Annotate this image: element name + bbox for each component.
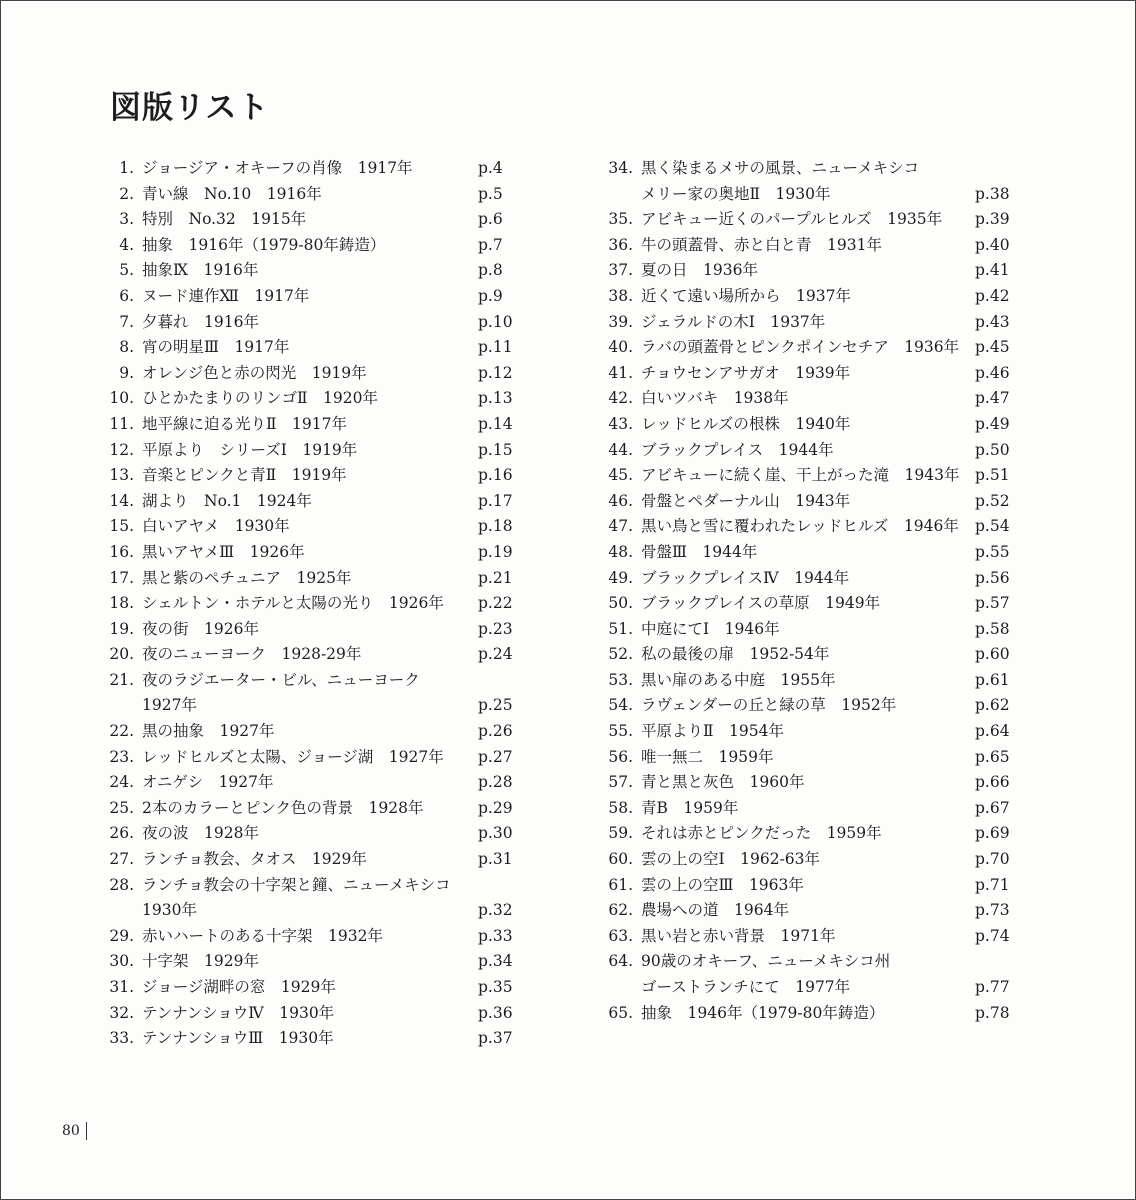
plate-title: 黒く染まるメサの風景、ニューメキシコ	[641, 159, 920, 177]
list-item	[605, 438, 1035, 464]
page-reference: p.77	[975, 978, 1010, 996]
list-item	[605, 361, 1035, 387]
page-reference: p.26	[478, 722, 513, 741]
plate-title: 私の最後の扉 1952-54年	[641, 645, 830, 664]
plate-number: 24.	[109, 773, 134, 792]
page-reference: p.19	[478, 542, 513, 561]
plate-title: 青B 1959年	[641, 798, 739, 817]
plate-number: 46.	[608, 491, 633, 510]
page-reference: p.49	[975, 414, 1010, 433]
plate-number: 13.	[109, 466, 134, 485]
page-reference: p.65	[975, 747, 1010, 766]
plate-title: 宵の明星Ⅲ 1917年	[142, 338, 290, 357]
page-reference: p.73	[975, 901, 1010, 920]
page-reference: p.9	[478, 286, 503, 305]
plate-title: 夜の街 1926年	[142, 619, 259, 638]
plate-number: 53.	[608, 670, 633, 689]
list-item	[108, 1001, 538, 1027]
plate-number: 48.	[608, 542, 633, 561]
list-item	[605, 310, 1035, 336]
plate-title: ラヴェンダーの丘と緑の草 1952年	[641, 696, 897, 715]
plate-number: 6.	[119, 286, 134, 305]
plate-title: 黒い扉のある中庭 1955年	[641, 670, 836, 689]
page-reference: p.55	[975, 542, 1010, 561]
plate-number: 45.	[608, 466, 633, 485]
list-item	[605, 796, 1035, 822]
plate-number: 8.	[119, 338, 134, 357]
plate-number: 59.	[608, 824, 633, 843]
plate-number: 63.	[608, 926, 633, 945]
page-reference: p.10	[478, 312, 513, 331]
plate-title: 十字架 1929年	[142, 952, 259, 971]
list-item	[605, 668, 1035, 694]
plate-title: テンナンショウⅢ 1930年	[142, 1029, 334, 1048]
plate-number: 34.	[608, 159, 633, 177]
plate-number: 42.	[608, 389, 633, 408]
plate-title: 白いアヤメ 1930年	[142, 517, 290, 536]
plate-title: 黒い鳥と雪に覆われたレッドヒルズ 1946年	[641, 517, 959, 536]
list-item	[605, 207, 1035, 233]
page-reference: p.6	[478, 210, 503, 229]
list-item	[108, 412, 538, 438]
list-item	[108, 310, 538, 336]
page-reference: p.70	[975, 850, 1010, 869]
plate-title: 夜の波 1928年	[142, 824, 259, 843]
plate-number: 51.	[608, 619, 633, 638]
list-item	[605, 463, 1035, 489]
plate-title: 白いツバキ 1938年	[641, 389, 789, 408]
list-item	[605, 924, 1035, 950]
list-item	[605, 873, 1035, 899]
plate-title: オレンジ色と赤の閃光 1919年	[142, 363, 367, 382]
plate-number: 49.	[608, 568, 633, 587]
list-item	[605, 156, 1035, 207]
plate-title: チョウセンアサガオ 1939年	[641, 363, 851, 382]
plate-number: 2.	[119, 184, 134, 203]
plate-title: ラバの頭蓋骨とピンクポインセチア 1936年	[641, 338, 959, 357]
page-reference: p.47	[975, 389, 1010, 408]
plate-number: 4.	[119, 235, 134, 254]
list-item	[605, 693, 1035, 719]
plate-title: ジェラルドの木Ⅰ 1937年	[641, 312, 826, 331]
plate-number: 55.	[608, 722, 633, 741]
page-reference: p.16	[478, 466, 513, 485]
plate-number: 25.	[109, 798, 134, 817]
list-item	[605, 1001, 1035, 1027]
list-item	[108, 770, 538, 796]
page-reference: p.36	[478, 1003, 513, 1022]
page-reference: p.14	[478, 414, 513, 433]
page-reference: p.24	[478, 645, 513, 664]
list-item	[605, 335, 1035, 361]
page-reference: p.31	[478, 850, 513, 869]
plate-number: 15.	[109, 517, 134, 536]
list-item	[108, 745, 538, 771]
plate-title: レッドヒルズと太陽、ジョージ湖 1927年	[142, 747, 444, 766]
plate-number: 65.	[608, 1003, 633, 1022]
plate-title: 平原よりⅡ 1954年	[641, 722, 784, 741]
list-item	[605, 489, 1035, 515]
plate-title: 骨盤とペダーナル山 1943年	[641, 491, 851, 510]
page-reference: p.45	[975, 338, 1010, 357]
list-item	[605, 540, 1035, 566]
plate-number: 64.	[608, 952, 633, 971]
plate-number: 58.	[608, 798, 633, 817]
plate-number: 52.	[608, 645, 633, 664]
list-item	[605, 821, 1035, 847]
plate-number: 7.	[119, 312, 134, 331]
plate-title: 近くて遠い場所から 1937年	[641, 286, 851, 305]
list-item	[108, 156, 538, 182]
plate-number: 20.	[109, 645, 134, 664]
plate-number: 32.	[109, 1003, 134, 1022]
list-item	[108, 258, 538, 284]
page-reference: p.13	[478, 389, 513, 408]
plate-number: 40.	[608, 338, 633, 357]
plate-title: 抽象Ⅸ 1916年	[142, 261, 259, 280]
list-item	[605, 847, 1035, 873]
list-item	[605, 566, 1035, 592]
plate-title: ブラックプレイスⅣ 1944年	[641, 568, 850, 587]
plate-number: 41.	[608, 363, 633, 382]
list-item	[605, 284, 1035, 310]
page-reference: p.5	[478, 184, 503, 203]
plate-number: 31.	[109, 978, 134, 996]
list-item	[108, 873, 538, 924]
list-item	[108, 591, 538, 617]
page-reference: p.50	[975, 440, 1010, 459]
list-item	[108, 975, 538, 1001]
plate-title: ブラックプレイス 1944年	[641, 440, 834, 459]
page-reference: p.69	[975, 824, 1010, 843]
list-item	[108, 719, 538, 745]
page-reference: p.62	[975, 696, 1010, 715]
plate-number: 27.	[109, 850, 134, 869]
plate-title-continued: 1930年	[142, 901, 197, 920]
plate-number: 61.	[608, 875, 633, 894]
plate-title: 夏の日 1936年	[641, 261, 758, 280]
plate-list-right	[605, 156, 1035, 1026]
plate-number: 11.	[109, 414, 134, 433]
page-reference: p.46	[975, 363, 1010, 382]
page-reference: p.29	[478, 798, 513, 817]
plate-title: 抽象 1946年（1979-80年鋳造）	[641, 1003, 885, 1022]
plate-title: 90歳のオキーフ、ニューメキシコ州	[641, 952, 891, 971]
plate-title: ジョージ湖畔の窓 1929年	[142, 978, 336, 996]
list-item	[108, 949, 538, 975]
plate-title: 夜のラジエーター・ビル、ニューヨーク	[142, 670, 420, 689]
list-item	[108, 540, 538, 566]
page-reference: p.57	[975, 594, 1010, 613]
page-reference: p.15	[478, 440, 513, 459]
plate-title: 黒いアヤメⅢ 1926年	[142, 542, 305, 561]
list-item	[605, 412, 1035, 438]
page-reference: p.78	[975, 1003, 1010, 1022]
plate-title: 黒い岩と赤い背景 1971年	[641, 926, 836, 945]
plate-number: 23.	[109, 747, 134, 766]
list-item	[108, 821, 538, 847]
plate-number: 18.	[109, 594, 134, 613]
list-item	[605, 258, 1035, 284]
page-reference: p.43	[975, 312, 1010, 331]
page-reference: p.23	[478, 619, 513, 638]
list-item	[108, 924, 538, 950]
plate-title: 唯一無二 1959年	[641, 747, 774, 766]
plate-title: 農場への道 1964年	[641, 901, 789, 920]
plate-number: 36.	[608, 235, 633, 254]
plate-number: 62.	[608, 901, 633, 920]
plate-title: ブラックプレイスの草原 1949年	[641, 594, 881, 613]
list-item	[108, 489, 538, 515]
plate-title: ひとかたまりのリンゴⅡ 1920年	[142, 389, 378, 408]
plate-title: 夕暮れ 1916年	[142, 312, 259, 331]
page-reference: p.25	[478, 696, 513, 715]
page-reference: p.66	[975, 773, 1010, 792]
page-reference: p.17	[478, 491, 513, 510]
plate-title: 音楽とピンクと青Ⅱ 1919年	[142, 466, 347, 485]
plate-number: 16.	[109, 542, 134, 561]
plate-number: 54.	[608, 696, 633, 715]
list-item	[108, 514, 538, 540]
page-reference: p.51	[975, 466, 1010, 485]
plate-title: 牛の頭蓋骨、赤と白と青 1931年	[641, 235, 882, 254]
plate-title: アビキューに続く崖、干上がった滝 1943年	[641, 466, 959, 485]
plate-number: 33.	[109, 1029, 134, 1048]
list-item	[108, 438, 538, 464]
page-number: 80	[62, 1122, 87, 1140]
plate-title: 2本のカラーとピンク色の背景 1928年	[142, 798, 424, 817]
page-reference: p.74	[975, 926, 1010, 945]
list-item	[605, 949, 1035, 1000]
plate-number: 1.	[119, 159, 134, 177]
plate-title: テンナンショウⅣ 1930年	[142, 1003, 335, 1022]
page-reference: p.28	[478, 773, 513, 792]
plate-number: 35.	[608, 210, 633, 229]
page-reference: p.35	[478, 978, 513, 996]
page-reference: p.7	[478, 235, 503, 254]
plate-list-left	[108, 156, 538, 1052]
page-reference: p.39	[975, 210, 1010, 229]
list-item	[108, 1026, 538, 1052]
page-reference: p.38	[975, 184, 1010, 203]
list-item	[108, 284, 538, 310]
plate-title: 地平線に迫る光りⅡ 1917年	[142, 414, 347, 433]
list-item	[108, 335, 538, 361]
plate-title: 平原より シリーズⅠ 1919年	[142, 440, 358, 459]
plate-title: 雲の上の空Ⅰ 1962-63年	[641, 850, 821, 869]
list-item	[108, 463, 538, 489]
plate-title: 青い線 No.10 1916年	[142, 184, 322, 203]
list-item	[108, 617, 538, 643]
page-reference: p.11	[478, 338, 513, 357]
plate-number: 12.	[109, 440, 134, 459]
plate-title: 青と黒と灰色 1960年	[641, 773, 805, 792]
page-reference: p.58	[975, 619, 1010, 638]
plate-title: 赤いハートのある十字架 1932年	[142, 926, 383, 945]
page-reference: p.54	[975, 517, 1010, 536]
page-reference: p.33	[478, 926, 513, 945]
page-reference: p.67	[975, 798, 1010, 817]
page-reference: p.22	[478, 594, 513, 613]
list-item	[108, 796, 538, 822]
plate-number: 37.	[608, 261, 633, 280]
plate-number: 22.	[109, 722, 134, 741]
list-item	[605, 719, 1035, 745]
page-reference: p.18	[478, 517, 513, 536]
page-reference: p.37	[478, 1029, 513, 1048]
plate-number: 21.	[109, 670, 134, 689]
list-item	[108, 233, 538, 259]
list-item	[605, 233, 1035, 259]
list-item	[605, 745, 1035, 771]
plate-number: 3.	[119, 210, 134, 229]
page-reference: p.41	[975, 261, 1010, 280]
plate-title: レッドヒルズの根株 1940年	[641, 414, 851, 433]
plate-number: 30.	[109, 952, 134, 971]
plate-title: ランチョ教会の十字架と鐘、ニューメキシコ	[142, 875, 451, 894]
page-reference: p.12	[478, 363, 513, 382]
plate-title: ヌード連作Ⅻ 1917年	[142, 286, 310, 305]
list-item	[605, 770, 1035, 796]
plate-number: 29.	[109, 926, 134, 945]
list-item	[108, 207, 538, 233]
plate-title: 黒の抽象 1927年	[142, 722, 275, 741]
plate-number: 9.	[119, 363, 134, 382]
list-item	[605, 642, 1035, 668]
plate-title: 抽象 1916年（1979-80年鋳造）	[142, 235, 386, 254]
plate-number: 43.	[608, 414, 633, 433]
plate-title: 特別 No.32 1915年	[142, 210, 307, 229]
plate-title: ジョージア・オキーフの肖像 1917年	[142, 159, 413, 177]
plate-number: 57.	[608, 773, 633, 792]
list-item	[108, 668, 538, 719]
page-reference: p.64	[975, 722, 1010, 741]
list-item	[108, 847, 538, 873]
page-reference: p.52	[975, 491, 1010, 510]
plate-title: シェルトン・ホテルと太陽の光り 1926年	[142, 594, 444, 613]
plate-number: 47.	[608, 517, 633, 536]
plate-number: 50.	[608, 594, 633, 613]
plate-number: 14.	[109, 491, 134, 510]
page-title: 図版リスト	[110, 90, 270, 126]
plate-number: 5.	[119, 261, 134, 280]
plate-number: 17.	[109, 568, 134, 587]
page-reference: p.40	[975, 235, 1010, 254]
plate-title: 黒と紫のペチュニア 1925年	[142, 568, 352, 587]
plate-number: 56.	[608, 747, 633, 766]
plate-title: 夜のニューヨーク 1928-29年	[142, 645, 362, 664]
list-item	[605, 386, 1035, 412]
plate-number: 28.	[109, 875, 134, 894]
list-item	[605, 617, 1035, 643]
page-reference: p.30	[478, 824, 513, 843]
list-item	[605, 898, 1035, 924]
plate-title: 雲の上の空Ⅲ 1963年	[641, 875, 804, 894]
page-reference: p.56	[975, 568, 1010, 587]
page-reference: p.61	[975, 670, 1010, 689]
list-item	[605, 591, 1035, 617]
page-reference: p.60	[975, 645, 1010, 664]
page-reference: p.21	[478, 568, 513, 587]
plate-title-continued: 1927年	[142, 696, 197, 715]
plate-title: ランチョ教会、タオス 1929年	[142, 850, 367, 869]
list-item	[108, 386, 538, 412]
plate-title-continued: メリー家の奥地Ⅱ 1930年	[641, 184, 831, 203]
page-reference: p.71	[975, 875, 1010, 894]
list-item	[108, 182, 538, 208]
page-reference: p.27	[478, 747, 513, 766]
page-reference: p.42	[975, 286, 1010, 305]
plate-number: 39.	[608, 312, 633, 331]
page-reference: p.8	[478, 261, 503, 280]
list-item	[605, 514, 1035, 540]
plate-number: 26.	[109, 824, 134, 843]
list-item	[108, 566, 538, 592]
plate-number: 60.	[608, 850, 633, 869]
plate-title: オニゲシ 1927年	[142, 773, 274, 792]
plate-title: それは赤とピンクだった 1959年	[641, 824, 882, 843]
plate-number: 44.	[608, 440, 633, 459]
plate-title: 骨盤Ⅲ 1944年	[641, 542, 758, 561]
page-reference: p.4	[478, 159, 503, 177]
plate-number: 19.	[109, 619, 134, 638]
plate-title: 湖より No.1 1924年	[142, 491, 312, 510]
plate-number: 10.	[109, 389, 134, 408]
plate-title: アビキュー近くのパープルヒルズ 1935年	[641, 210, 943, 229]
plate-title-continued: ゴーストランチにて 1977年	[641, 978, 851, 996]
plate-number: 38.	[608, 286, 633, 305]
page-reference: p.34	[478, 952, 513, 971]
plate-title: 中庭にてⅠ 1946年	[641, 619, 780, 638]
page-reference: p.32	[478, 901, 513, 920]
list-item	[108, 361, 538, 387]
list-item	[108, 642, 538, 668]
